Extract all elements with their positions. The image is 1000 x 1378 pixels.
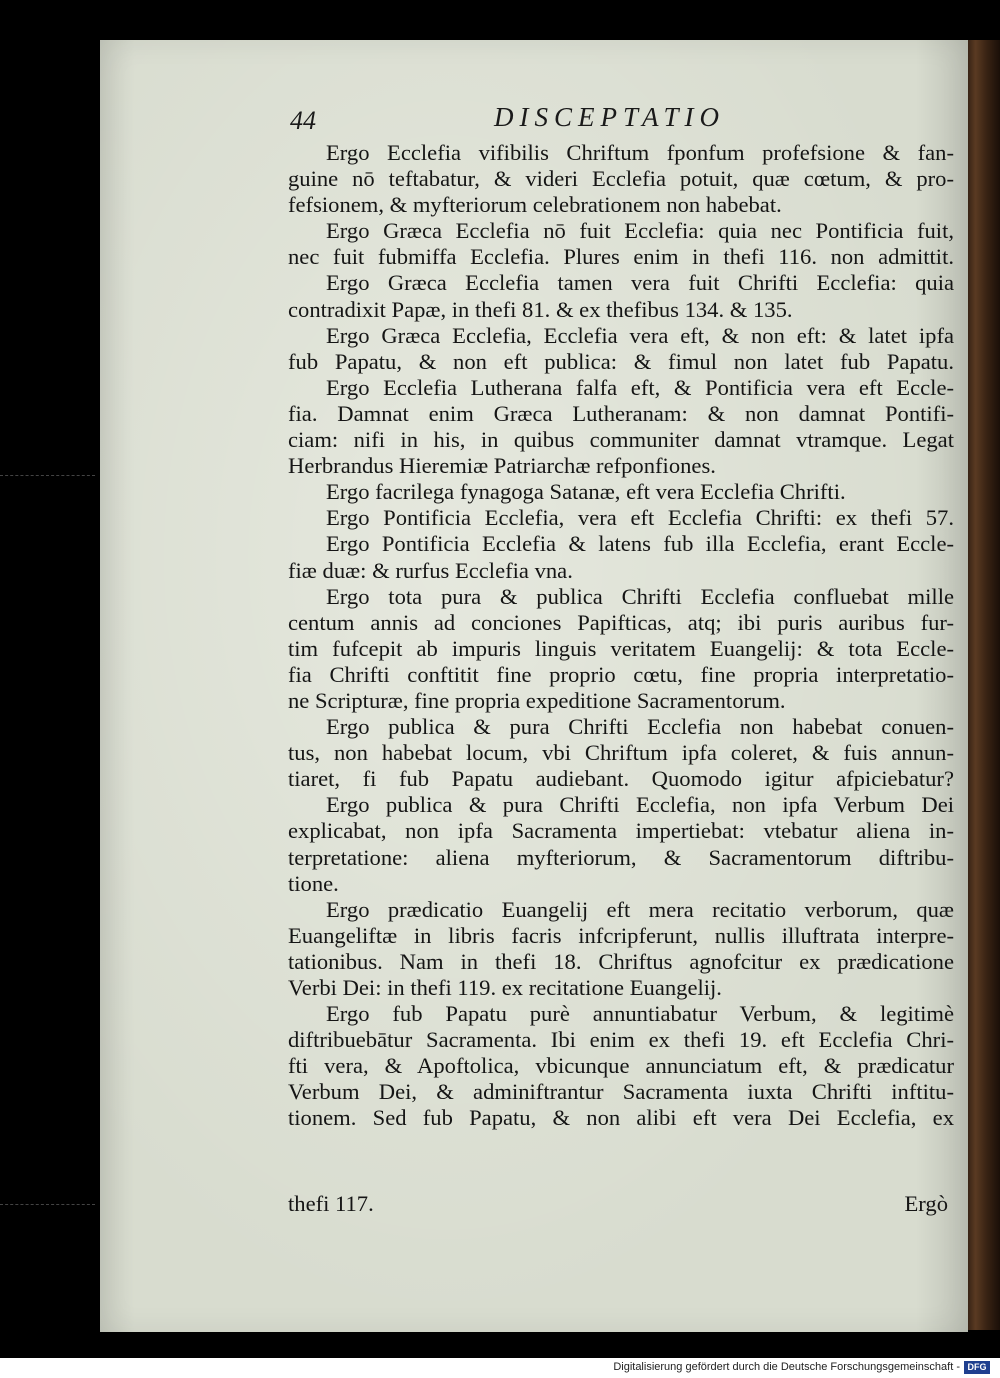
text-line: fefsionem, & myfteriorum celebrationem non habebat. xyxy=(288,192,782,218)
text-line: fub Papatu, & non eft publica: & fimul non latet fub Papatu. xyxy=(288,348,954,374)
body-text xyxy=(288,140,954,1132)
text-line: tationibus. Nam in thefi 18. Chriftus agnofcitur ex prædicatione xyxy=(288,948,954,974)
text-line: Ergo Pontificia Ecclefia, vera eft Ecclefia Chrifti: ex thefi 57. xyxy=(326,505,954,531)
text-line: Ergo Ecclefia vifibilis Chriftum fponfum profefsione & fan- xyxy=(326,140,954,165)
text-line: Ergo publica & pura Chrifti Ecclefia non habebat conuen- xyxy=(326,714,954,740)
text-line: Ergo Ecclefia Lutherana falfa eft, & Pontificia vera eft Eccle- xyxy=(326,374,954,400)
text-line: Ergo publica & pura Chrifti Ecclefia, non ipfa Verbum Dei xyxy=(326,792,954,818)
edge-mark xyxy=(0,475,95,476)
text-line: Ergo fub Papatu purè annuntiabatur Verbum, & legitimè xyxy=(326,1001,954,1027)
running-title: DISCEPTATIO xyxy=(494,102,725,132)
text-line: tione. xyxy=(288,870,339,896)
text-line: explicabat, non ipfa Sacramenta impertiebat: vtebatur aliena in- xyxy=(288,818,954,844)
text-line: Euangeliftæ in libris facris infcripferunt, nullis illuftrata interpre- xyxy=(288,922,954,948)
book-edge xyxy=(965,40,1000,1330)
edge-mark xyxy=(0,1204,95,1205)
text-line: Ergo Pontificia Ecclefia & latens fub illa Ecclefia, erant Eccle- xyxy=(326,531,954,557)
text-line: fia. Damnat enim Græca Lutheranam: & non damnat Pontifi- xyxy=(288,400,954,426)
page-header xyxy=(290,102,760,136)
text-line: Ergo tota pura & publica Chrifti Ecclefia confluebat mille xyxy=(326,583,954,609)
text-line: contradixit Papæ, in thefi 81. & ex thefibus 134. & 135. xyxy=(288,296,793,322)
text-line: ciam: nifi in his, in quibus communiter damnat vtramque. Legat xyxy=(288,427,954,453)
catchword: Ergò xyxy=(904,1191,948,1216)
text-line: fia Chrifti conftitit fine proprio cœtu, fine propria interpretatio- xyxy=(288,661,954,687)
footer xyxy=(0,1358,1000,1378)
text-line: Verbum Dei, & adminiftrantur Sacramenta iuxta Chrifti inftitu- xyxy=(288,1079,954,1105)
text-line: guine nō teftabatur, & videri Ecclefia potuit, quæ cœtum, & pro- xyxy=(288,166,954,192)
page-number: 44 xyxy=(290,106,316,135)
text-line: diftribuebātur Sacramenta. Ibi enim ex thefi 19. eft Ecclefia Chri- xyxy=(288,1027,954,1053)
text-line: tiaret, fi fub Papatu audiebant. Quomodo igitur afpiciebatur? xyxy=(288,766,954,792)
text-line: Ergo Græca Ecclefia tamen vera fuit Chrifti Ecclefia: quia xyxy=(326,270,954,296)
text-line: fiæ duæ: & rurfus Ecclefia vna. xyxy=(288,557,573,583)
text-line: nec fuit fubmiffa Ecclefia. Plures enim in thefi 116. non admittit. xyxy=(288,244,954,270)
text-line: Ergo facrilega fynagoga Satanæ, eft vera Ecclefia Chrifti. xyxy=(326,479,846,505)
text-line: tus, non habebat locum, vbi Chriftum ipfa coleret, & fuis annun- xyxy=(288,740,954,766)
text-line: terpretatione: aliena myfteriorum, & Sacramentorum diftribu- xyxy=(288,844,954,870)
text-line: ne Scripturæ, fine propria expeditione Sacramentorum. xyxy=(288,687,786,713)
text-line: fti vera, & Apoftolica, vbicunque annunciatum eft, & prædicatur xyxy=(288,1053,954,1079)
text-line: Ergo Græca Ecclefia nō fuit Ecclefia: quia nec Pontificia fuit, xyxy=(326,218,954,244)
text-line: Verbi Dei: in thefi 119. ex recitatione Euangelij. xyxy=(288,975,722,1000)
catchword-row xyxy=(288,1191,954,1219)
text-line: Ergo Græca Ecclefia, Ecclefia vera eft, & non eft: & latet ipfa xyxy=(326,322,954,348)
last-line: thefi 117. xyxy=(288,1191,374,1216)
text-line: centum annis ad conciones Papifticas, atq; ibi puris auribus fur- xyxy=(288,609,954,635)
text-line: tim fufcepit ab impuris linguis veritatem Euangelij: & tota Eccle- xyxy=(288,635,954,661)
text-line: Ergo prædicatio Euangelij eft mera recitatio verborum, quæ xyxy=(326,896,954,922)
footer-credit: Digitalisierung gefördert durch die Deutsche Forschungsgemeinschaft - xyxy=(613,1361,960,1373)
dfg-logo: DFG xyxy=(964,1361,990,1374)
text-line: tionem. Sed fub Papatu, & non alibi eft vera Dei Ecclefia, ex xyxy=(288,1105,954,1131)
text-line: Herbrandus Hieremiæ Patriarchæ refponfiones. xyxy=(288,453,716,479)
